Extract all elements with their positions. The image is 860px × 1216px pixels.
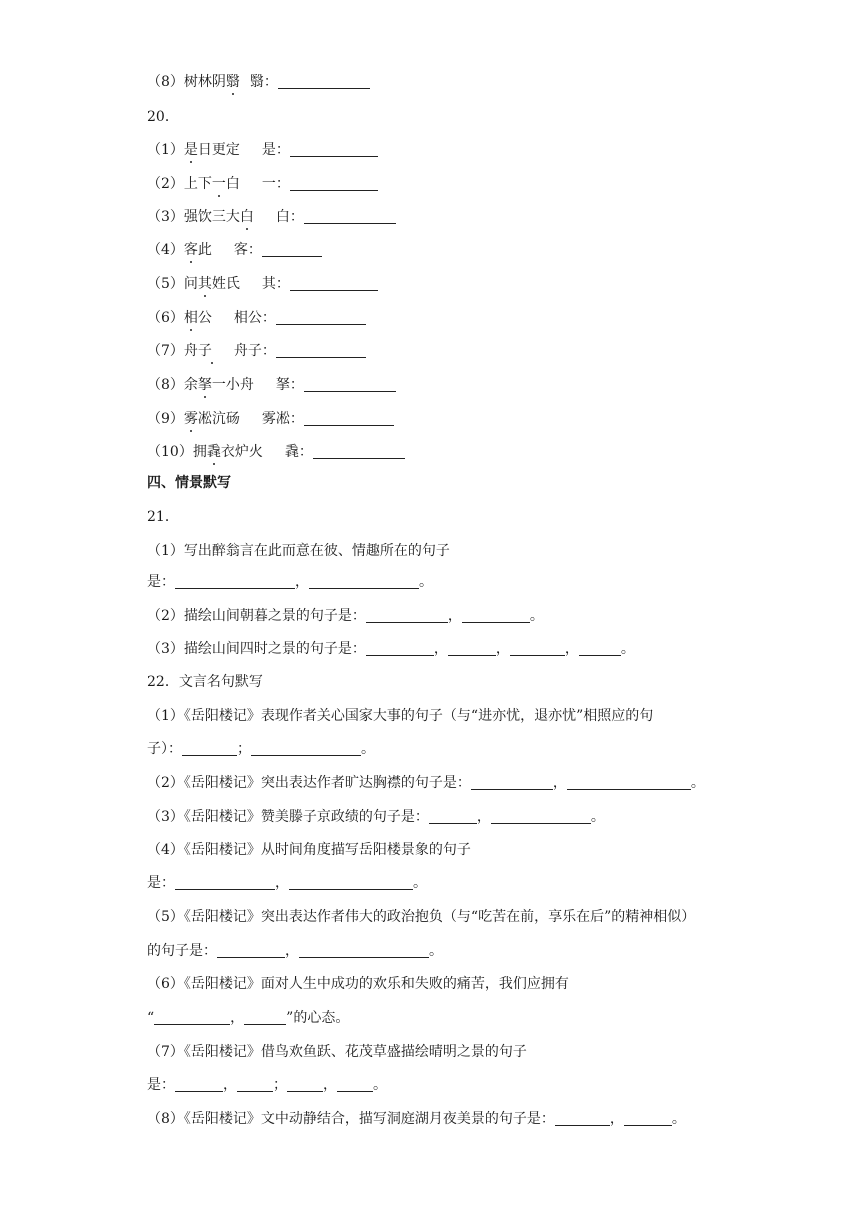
item-number: （9） <box>147 411 184 427</box>
q21-title: 21． <box>147 509 179 525</box>
answer-blank[interactable] <box>624 1111 672 1126</box>
punct: ， <box>495 641 510 657</box>
punct: 。 <box>590 809 605 825</box>
key-word: 一： <box>261 176 290 192</box>
q22-item-6b <box>147 1009 349 1027</box>
q20-item <box>147 443 405 461</box>
phrase-text: 强饮三大 <box>183 209 240 225</box>
q21-item-2 <box>147 607 544 625</box>
punct: ， <box>323 1077 337 1093</box>
answer-blank[interactable] <box>290 176 378 191</box>
answer-blank[interactable] <box>471 775 553 790</box>
key-word: 毳： <box>284 444 313 460</box>
answer-blank[interactable] <box>491 809 591 824</box>
q22-item-7b <box>147 1076 387 1094</box>
item-number: （1） <box>147 142 184 158</box>
punct: ， <box>552 775 567 791</box>
key-word: 拏： <box>275 377 304 393</box>
punct: ； <box>273 1077 287 1093</box>
dotted-char: 其 <box>197 276 212 292</box>
item-number: （6） <box>147 310 184 326</box>
answer-blank[interactable] <box>175 574 295 589</box>
item-number: （8） <box>147 74 184 90</box>
phrase-text: 余 <box>183 377 198 393</box>
answer-blank[interactable] <box>237 1077 273 1092</box>
dotted-char: 拏 <box>197 377 212 393</box>
q21-item-1-answer <box>147 573 433 591</box>
key-word: 雾凇： <box>261 411 304 427</box>
punct: ， <box>295 574 309 590</box>
item-number: （10） <box>147 444 193 460</box>
punct: 。 <box>429 943 443 959</box>
q22-item-8 <box>147 1110 686 1128</box>
punct: 。 <box>419 574 433 590</box>
q22-item-5b <box>147 942 443 960</box>
punct: 。 <box>671 1111 686 1127</box>
item-number: （5） <box>147 276 184 292</box>
question-text: （3）《岳阳楼记》赞美滕子京政绩的句子是： <box>147 809 429 825</box>
dotted-char: 客 <box>183 242 198 258</box>
answer-blank[interactable] <box>579 641 621 656</box>
q22-item-7a: （7）《岳阳楼记》借鸟欢鱼跃、花茂草盛描绘晴明之景的句子 <box>147 1044 527 1060</box>
q22-item-2 <box>147 774 705 792</box>
q20-item <box>147 208 396 226</box>
answer-blank[interactable] <box>182 741 237 756</box>
dotted-char: 相 <box>183 310 198 326</box>
answer-blank[interactable] <box>154 1010 230 1025</box>
punct: ， <box>223 1077 237 1093</box>
q22-item-4b <box>147 874 427 892</box>
item-number: （7） <box>147 343 184 359</box>
answer-blank[interactable] <box>251 741 361 756</box>
q20-item <box>147 175 378 193</box>
punct: ， <box>230 1010 245 1026</box>
prefix-text: 子）： <box>147 741 182 757</box>
punct: ， <box>609 1111 624 1127</box>
quote-open: “ <box>147 1010 155 1026</box>
q19-item-8 <box>147 73 370 91</box>
phrase-text: 凇沆砀 <box>197 411 240 427</box>
question-text: （8）《岳阳楼记》文中动静结合，描写洞庭湖月夜美景的句子是： <box>147 1111 555 1127</box>
prefix-text: 是： <box>147 1077 175 1093</box>
answer-blank[interactable] <box>337 1077 373 1092</box>
punct: ， <box>275 875 289 891</box>
dotted-char: 毳 <box>206 444 221 460</box>
dotted-char: 雾 <box>183 411 198 427</box>
key-word: 翳： <box>249 74 278 90</box>
answer-blank[interactable] <box>304 377 396 392</box>
answer-blank[interactable] <box>217 943 285 958</box>
punct: ， <box>447 608 462 624</box>
item-number: （4） <box>147 242 184 258</box>
answer-blank[interactable] <box>313 444 405 459</box>
phrase-text: 姓氏 <box>211 276 240 292</box>
q22-title: 22．文言名句默写 <box>147 674 263 690</box>
answer-blank[interactable] <box>278 74 370 89</box>
q22-item-4a: （4）《岳阳楼记》从时间角度描写岳阳楼景象的句子 <box>147 842 471 858</box>
phrase-text: 一小舟 <box>211 377 254 393</box>
answer-blank[interactable] <box>175 875 275 890</box>
answer-blank[interactable] <box>567 775 691 790</box>
punct: 。 <box>529 608 544 624</box>
phrase-text: 拥 <box>192 444 207 460</box>
punct: ， <box>476 809 491 825</box>
punct: 。 <box>690 775 705 791</box>
q20-item <box>147 309 366 327</box>
q20-item <box>147 410 394 428</box>
punct: ， <box>285 943 299 959</box>
punct: 。 <box>361 741 375 757</box>
q22-item-1b <box>147 740 375 758</box>
phrase-text: 日更定 <box>197 142 240 158</box>
phrase-text: 树林阴 <box>183 74 226 90</box>
phrase-text: 上下 <box>183 176 212 192</box>
answer-blank[interactable] <box>299 943 429 958</box>
q20-item <box>147 241 322 259</box>
phrase-text: 问 <box>183 276 198 292</box>
dotted-char: 是 <box>183 142 198 158</box>
q20-item <box>147 141 378 159</box>
q21-item-3 <box>147 640 635 658</box>
q21-item-1: （1）写出醉翁言在此而意在彼、情趣所在的句子 <box>147 543 450 559</box>
key-word: 相公： <box>233 310 276 326</box>
prefix-text: 是： <box>147 574 175 590</box>
dotted-char: 一 <box>211 176 226 192</box>
answer-blank[interactable] <box>287 1077 323 1092</box>
answer-blank[interactable] <box>366 608 448 623</box>
phrase-text: 衣炉火 <box>220 444 263 460</box>
answer-blank[interactable] <box>304 209 396 224</box>
answer-blank[interactable] <box>290 276 378 291</box>
phrase-text: 舟子 <box>183 343 212 359</box>
q22-item-3 <box>147 808 605 826</box>
prefix-text: 是： <box>147 875 175 891</box>
answer-blank[interactable] <box>290 142 378 157</box>
answer-blank[interactable] <box>309 574 419 589</box>
answer-blank[interactable] <box>304 411 394 426</box>
q22-item-5a: （5）《岳阳楼记》突出表达作者伟大的政治抱负（与“吃苦在前，享乐在后”的精神相似） <box>147 909 696 925</box>
punct: ； <box>237 741 251 757</box>
key-word: 白： <box>275 209 304 225</box>
answer-blank[interactable] <box>555 1111 610 1126</box>
key-word: 其： <box>261 276 290 292</box>
answer-blank[interactable] <box>366 641 434 656</box>
question-text: （3）描绘山间四时之景的句子是： <box>147 641 366 657</box>
answer-blank[interactable] <box>276 343 366 358</box>
section-title: 四、情景默写 <box>147 475 231 491</box>
phrase-text: 公 <box>197 310 212 326</box>
phrase-text: 白 <box>225 176 240 192</box>
dotted-char: 白 <box>239 209 254 225</box>
punct: ， <box>564 641 579 657</box>
key-word: 舟子： <box>233 343 276 359</box>
item-number: （8） <box>147 377 184 393</box>
item-number: （3） <box>147 209 184 225</box>
item-number: （2） <box>147 176 184 192</box>
prefix-text: 的句子是： <box>147 943 217 959</box>
answer-blank[interactable] <box>244 1010 286 1025</box>
answer-blank[interactable] <box>448 641 496 656</box>
question-text: （2）描绘山间朝暮之景的句子是： <box>147 608 366 624</box>
answer-blank[interactable] <box>462 608 530 623</box>
q20-item <box>147 275 378 293</box>
punct: 。 <box>373 1077 387 1093</box>
punct: ， <box>433 641 448 657</box>
answer-blank[interactable] <box>429 809 477 824</box>
quote-close: ”的心态。 <box>286 1010 350 1026</box>
punct: 。 <box>620 641 635 657</box>
answer-blank[interactable] <box>510 641 565 656</box>
q20-item <box>147 342 366 360</box>
punct: 。 <box>413 875 427 891</box>
answer-blank[interactable] <box>262 242 322 257</box>
q22-item-1a: （1）《岳阳楼记》表现作者关心国家大事的句子（与“进亦忧，退亦忧”相照应的句 <box>147 708 654 724</box>
key-word: 是： <box>261 142 290 158</box>
answer-blank[interactable] <box>276 310 366 325</box>
question-text: （2）《岳阳楼记》突出表达作者旷达胸襟的句子是： <box>147 775 471 791</box>
answer-blank[interactable] <box>289 875 413 890</box>
q20-title: 20． <box>147 109 179 125</box>
q20-item <box>147 376 396 394</box>
phrase-text: 此 <box>197 242 212 258</box>
key-word: 客： <box>233 242 262 258</box>
q22-item-6a: （6）《岳阳楼记》面对人生中成功的欢乐和失败的痛苦，我们应拥有 <box>147 976 569 992</box>
answer-blank[interactable] <box>175 1077 223 1092</box>
dotted-char: 翳 <box>225 74 240 90</box>
